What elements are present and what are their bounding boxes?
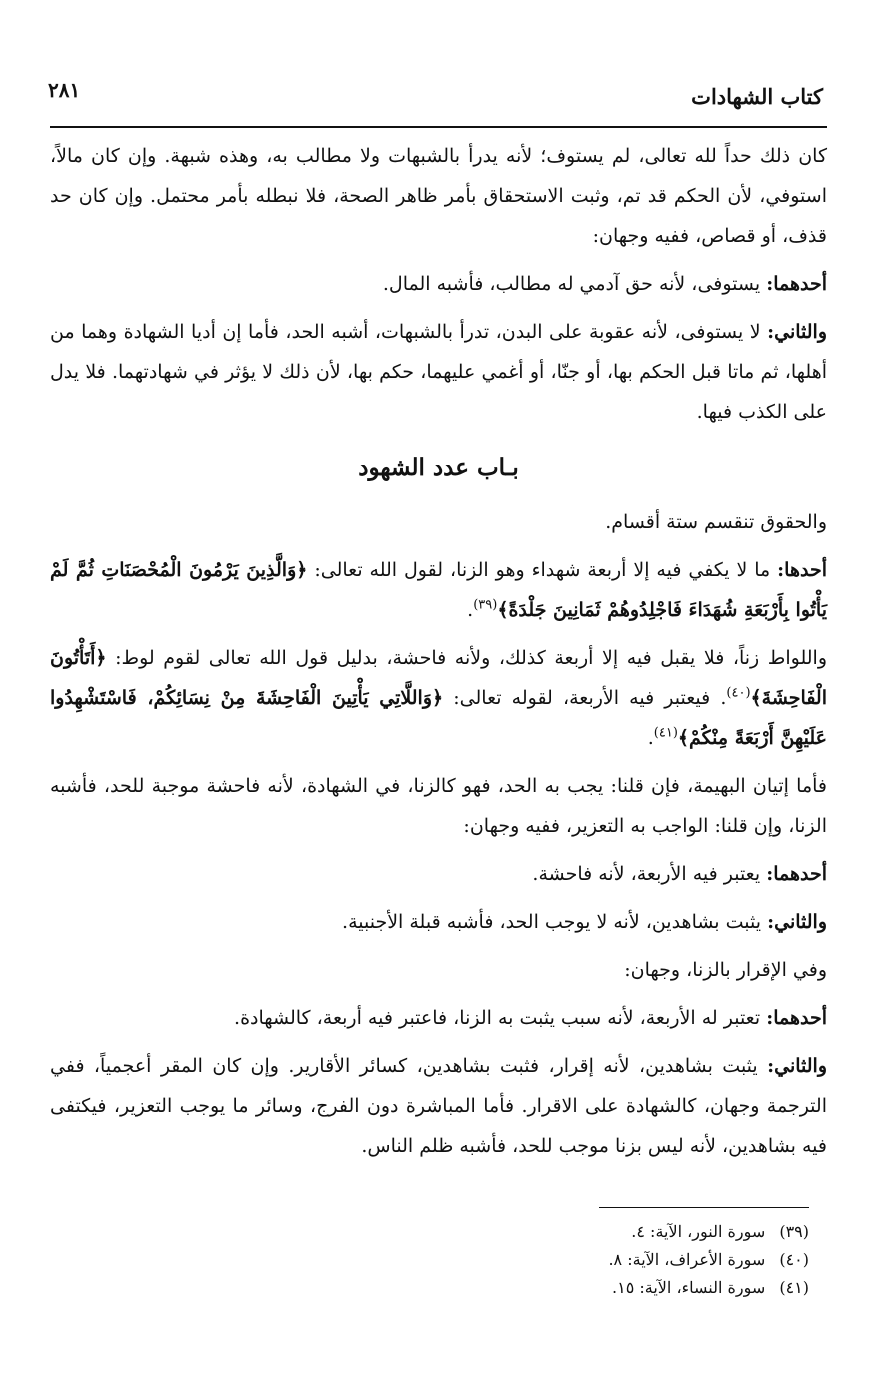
- paragraph-10-text: وفي الإقرار بالزنا، وجهان:: [624, 959, 827, 981]
- paragraph-5-label: أحدها:: [777, 559, 827, 581]
- paragraph-11-label: أحدهما:: [766, 1007, 827, 1029]
- footnote-text: سورة النساء، الآية: ١٥.: [612, 1278, 766, 1297]
- footnote-39: [300, 1218, 809, 1246]
- footnote-ref-40[interactable]: (٤٠): [726, 685, 751, 701]
- paragraph-6-end: .: [647, 727, 654, 749]
- paragraph-7: [50, 766, 827, 846]
- paragraph-7-text: فأما إتيان البهيمة، فإن قلنا: يجب به الحد، فهو كالزنا، في الشهادة، لأنه فاحشة موجبة للحد، فأشبه الزنا، وإن قلنا: الواجب به التعزير، ففيه وجهان:: [50, 775, 827, 837]
- paragraph-10: [50, 950, 827, 990]
- paragraph-5-text: ما لا يكفي فيه إلا أربعة شهداء وهو الزنا، لقول الله تعالى:: [307, 559, 778, 581]
- section-title: بـاب عدد الشهود: [358, 454, 519, 481]
- footnote-ref-41[interactable]: (٤١): [653, 725, 678, 741]
- quran-verse-40: ﴿أَتَأْتُونَ الْفَاحِشَةَ﴾: [50, 647, 827, 709]
- footnote-41: [300, 1274, 809, 1302]
- paragraph-6-mid: . فيعتبر فيه الأربعة، لقوله تعالى:: [443, 687, 727, 709]
- main-text: [50, 136, 827, 1174]
- paragraph-4-text: والحقوق تنقسم ستة أقسام.: [605, 511, 827, 533]
- quran-verse-39: ﴿وَالَّذِينَ يَرْمُونَ الْمُحْصَنَاتِ ثُمَّ لَمْ يَأْتُوا بِأَرْبَعَةِ شُهَدَاءَ فَاجْلِدُوهُمْ ثَمَانِينَ جَلْدَةً﴾: [50, 559, 827, 621]
- footnote-text: سورة النور، الآية: ٤.: [631, 1222, 766, 1241]
- paragraph-6: [50, 638, 827, 758]
- paragraph-9-label: والثاني:: [767, 911, 827, 933]
- paragraph-12-text: يثبت بشاهدين، لأنه إقرار، فثبت بشاهدين، كسائر الأقارير. وإن كان المقر أعجمياً، ففي الترجمة وجهان، كالشهادة على الاقرار. فأما المباشرة دون الفرج، وسائر ما يوجب التعزير، فيكتفى فيه بشاهدين، لأنه ليس بزنا موجب للحد، فأشبه ظلم الناس.: [50, 1055, 827, 1157]
- paragraph-11: [50, 998, 827, 1038]
- footnote-ref-39[interactable]: (٣٩): [473, 597, 498, 613]
- paragraph-9: [50, 902, 827, 942]
- paragraph-4: [50, 502, 827, 542]
- quran-verse-41: ﴿وَاللَّاتِي يَأْتِينَ الْفَاحِشَةَ مِنْ نِسَائِكُمْ، فَاسْتَشْهِدُوا عَلَيْهِنَّ أَرْبَعَةً مِنْكُمْ﴾: [50, 687, 827, 749]
- paragraph-8: [50, 854, 827, 894]
- footnote-number: (٣٩): [779, 1222, 809, 1241]
- paragraph-12: [50, 1046, 827, 1166]
- running-header-title: كتاب الشهادات: [691, 84, 823, 109]
- paragraph-3-text: لا يستوفى، لأنه عقوبة على البدن، تدرأ بالشبهات، أشبه الحد، فأما إن أديا الشهادة وهما من أهلها، ثم ماتا قبل الحكم بها، أو جنّا، أو أغمي عليهما، حكم بها، لأن ذلك لا يؤثر في شهادتهما. فلا يدل على الكذب فيها.: [50, 321, 827, 423]
- paragraph-5-end: .: [467, 599, 474, 621]
- footnote-number: (٤١): [779, 1278, 809, 1297]
- footnote-40: [300, 1246, 809, 1274]
- paragraph-2-text: يستوفى، لأنه حق آدمي له مطالب، فأشبه المال.: [382, 273, 767, 295]
- footnote-divider: [599, 1207, 809, 1208]
- page-header: [48, 72, 825, 120]
- footnotes: [300, 1218, 809, 1302]
- paragraph-9-text: يثبت بشاهدين، لأنه لا يوجب الحد، فأشبه قبلة الأجنبية.: [342, 911, 768, 933]
- paragraph-3-label: والثاني:: [767, 321, 827, 343]
- footnote-text: سورة الأعراف، الآية: ٨.: [608, 1250, 766, 1269]
- paragraph-1: [50, 136, 827, 256]
- header-divider: [50, 126, 827, 128]
- paragraph-11-text: تعتبر له الأربعة، لأنه سبب يثبت به الزنا، فاعتبر فيه أربعة، كالشهادة.: [234, 1007, 767, 1029]
- paragraph-8-text: يعتبر فيه الأربعة، لأنه فاحشة.: [532, 863, 767, 885]
- paragraph-2-label: أحدهما:: [766, 273, 827, 295]
- paragraph-2: [50, 264, 827, 304]
- page-number: ٢٨١: [48, 78, 81, 102]
- paragraph-8-label: أحدهما:: [766, 863, 827, 885]
- paragraph-12-label: والثاني:: [767, 1055, 827, 1077]
- footnote-number: (٤٠): [779, 1250, 809, 1269]
- paragraph-3: [50, 312, 827, 432]
- paragraph-1-text: كان ذلك حداً لله تعالى، لم يستوف؛ لأنه يدرأ بالشبهات ولا مطالب به، وهذه شبهة. وإن كان مالاً، استوفي، لأن الحكم قد تم، وثبت الاستحقاق بأمر ظاهر الصحة، فلا نبطله بأمر محتمل. وإن كان حد قذف، أو قصاص، ففيه وجهان:: [50, 145, 827, 247]
- paragraph-5: [50, 550, 827, 630]
- paragraph-6-text: واللواط زناً، فلا يقبل فيه إلا أربعة كذلك، ولأنه فاحشة، بدليل قول الله تعالى لقوم لوط:: [106, 647, 827, 669]
